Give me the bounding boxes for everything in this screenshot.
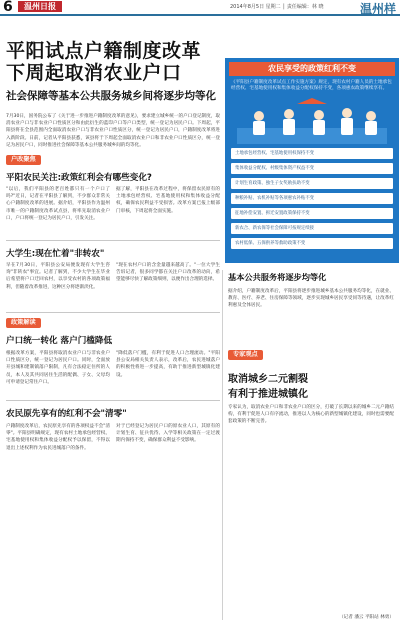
divider: [6, 240, 220, 241]
section-title: 大学生:现在忙着"非转农": [6, 249, 105, 259]
policy-item: 新农合、新农保等社会保障可按规定续接: [231, 223, 393, 234]
policy-item: 种粮补贴、农机补贴等各项惠农补贴不变: [231, 193, 393, 204]
article-text: 据介绍，户籍制度改革后，平阳县将逐步推进城乡基本公共服务均等化，在就业、教育、医疗、养老、住房保障等领域，逐步实现城乡居民享受同等待遇，让改革红利惠及全体居民。: [228, 289, 394, 309]
section-tag: 户改聚焦: [6, 155, 41, 165]
people-illustration: [237, 98, 387, 144]
newspaper-logo: 温州日报: [18, 1, 62, 12]
masthead: [0, 0, 400, 16]
article-text: 对于已经登记为居民户口的原农业人口，其原有的计划生育、征兵优待、入学等相关政策在一定过渡期内保持不变，确保群众利益不受影响。: [116, 424, 220, 444]
article-text: 早在7月30日，平阳县公安局便发现有大学生咨询"非转农"事宜。记者了解到，不少大学生在毕业后希望将户口迁回农村，以享受农村的各项政策福利，但随着改革推进，这种区分将逐渐淡化。: [6, 263, 110, 290]
region-title: 温州样: [359, 2, 396, 16]
policy-item: 征地补偿安置、拆迁安置政策保持不变: [231, 208, 393, 219]
policy-item: 计划生育政策、独生子女奖励扶助不变: [231, 178, 393, 189]
headline-line-2: 下周起取消农业户口: [6, 62, 182, 84]
section-title: 平阳农民关注:政策红利会有哪些变化?: [6, 173, 152, 183]
divider: [6, 312, 220, 313]
section-title: 农民原先享有的红利不会"清零": [6, 409, 127, 419]
infographic-intro: 《平阳县户籍制度改革试点工作实施方案》规定，现有农村户籍人员的土地承包经营权、宅基地使用权和集体收益分配权保持不变，各项惠农政策继续享有。: [231, 80, 392, 91]
divider: [6, 400, 220, 401]
section-title: 基本公共服务将逐步均等化: [228, 272, 327, 282]
headline-line-1: 平阳试点户籍制度改革: [6, 40, 202, 62]
article-text: 根据改革方案，平阳县将取消农业户口与非农业户口性质区分，统一登记为居民户口。同时，全面放开县城和建制镇落户限制，凡有合法稳定住所的人员，本人及其共同居住生活的配偶、子女、父母均可申请登记常住户口。: [6, 351, 110, 385]
policy-item: 农村低保、五保供养等救助政策不变: [231, 238, 393, 249]
infographic-title: 农民享受的政策红利不变: [229, 62, 395, 76]
article-text: "以后，我们平阳县的老百姓都只有一个户口了吗?"近日，记者在平阳县了解到，不少群众非常关心户籍制度改革的进展。据介绍，平阳县作为温州市唯一的户籍制度改革试点县，将率先取消农业户口，户口将统一登记为居民户口，引发关注。: [6, 187, 110, 221]
section-title: 户口统一转化 落户门槛降低: [6, 336, 113, 346]
policy-list: [231, 148, 393, 253]
lead-paragraph: 7月30日，国务院公布了《关于进一步推进户籍制度改革的意见》，要求建立城乡统一的户口登记制度，取消农业户口与非农业户口性质区分和由此衍生的蓝印户口等户口类型，统一登记为居民户口。下周起，平阳县将在全县范围内全面取消农业户口与非农业户口性质区分，统一登记为居民户口，户籍制度改革将进入新阶段。日前，记者从平阳县获悉，该县将于下周起全面取消农业户口和非农业户口性质区分，统一登记为居民户口，同时推进社会保障等基本公共服务城乡间的均等化。: [6, 114, 220, 148]
column-divider: [222, 270, 223, 620]
policy-item: 土地承包经营权、宅基地使用权保持不变: [231, 148, 393, 159]
subtitle: 社会保障等基本公共服务城乡间将逐步均等化: [6, 90, 216, 102]
issue-meta: 2014年8月5日 星期二 │ 责任编辑：林 晓: [230, 4, 324, 10]
section-title: 取消城乡二元割裂: [228, 374, 308, 385]
infographic: [225, 58, 399, 263]
section-title: 有利于推进城镇化: [228, 389, 308, 400]
article-text: 专家认为，取消农业户口和非农业户口的区分，打破了长期以来的城乡二元户籍结构，有利于促进人口有序流动，推进以人为核心的新型城镇化建设，同时也需要配套政策的不断完善。: [228, 405, 394, 425]
article-text: "降低落户门槛，有利于促进人口合理流动。"平阳县公安局相关负责人表示，改革后，农民进城落户的积极性将进一步提高，有助于推进新型城镇化建设。: [116, 351, 220, 378]
headline: [6, 40, 201, 84]
section-tag: 政策解读: [6, 318, 41, 328]
article-text: 据了解，平阳县在改革过程中，将保留农民原有的土地承包经营权、宅基地使用权和集体收益分配权，确保农民利益不受损害。改革方案已报上级部门审核，下周起将全面实施。: [116, 187, 220, 214]
byline: （记者 潘云 平阳站 林勇）: [339, 615, 394, 620]
section-tag: 专家观点: [228, 350, 263, 360]
policy-item: 集体收益分配权、村级集体资产权益不变: [231, 163, 393, 174]
article-text: "现在农村户口的含金量越来越高了。"一位大学生告诉记者，很多同学都在关注户口改革的动向，希望能够尽快了解政策细则，以便作出合理的选择。: [116, 263, 220, 283]
article-text: 户籍制度改革后，农民原先享有的各项权益不会"清零"。平阳县明确规定，现有农村土地承包经营权、宅基地使用权和集体收益分配权予以保留，不得以退出上述权利作为农民进城落户的条件。: [6, 424, 110, 451]
page-number: 6: [3, 0, 13, 15]
